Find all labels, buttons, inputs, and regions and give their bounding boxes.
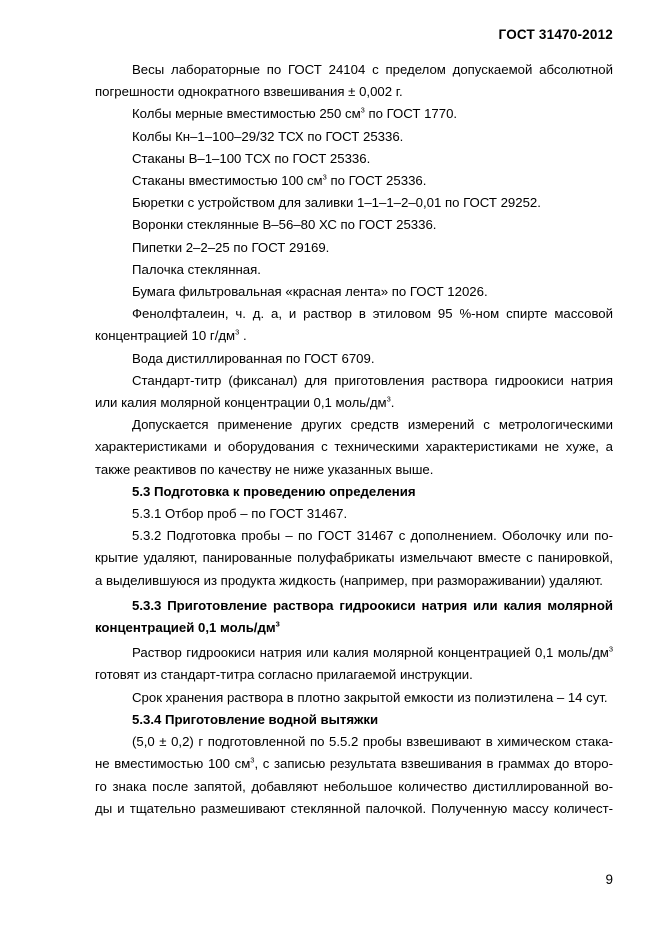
- section-5-3-2-line-3: а выделившуюся из продукта жидкость (например, при размораживании) удаляют.: [95, 572, 603, 588]
- filter-paper: Бумага фильтровальная «красная лента» по ГОСТ 12026.: [132, 284, 488, 300]
- page-number: 9: [605, 872, 613, 887]
- extraction-line-1: (5,0 ± 0,2) г подготовленной по 5.5.2 пробы взвешивают в химическом стака-: [132, 734, 613, 750]
- allowed-line-2: характеристиками и оборудования с техническими характеристиками не хуже, а: [95, 439, 613, 455]
- allowed-line-3: также реактивов по качеству не ниже указанных выше.: [95, 461, 434, 477]
- section-5-3-2-line-2: крытие удаляют, панированные полуфабрикаты измельчают вместе с панировкой,: [95, 550, 613, 566]
- solution-line-1: Раствор гидроокиси натрия или калия молярной концентрацией 0,1 моль/$дм^3$: [132, 644, 613, 661]
- funnels: Воронки стеклянные В–56–80 ХС по ГОСТ 25336.: [132, 217, 437, 233]
- section-5-3-title: 5.3 Подготовка к проведению определения: [132, 483, 416, 499]
- section-5-3-4-title: 5.3.4 Приготовление водной вытяжки: [132, 711, 379, 727]
- scales-line-1: Весы лабораторные по ГОСТ 24104 с пределом допускаемой абсолютной: [132, 62, 613, 77]
- document-header: ГОСТ 31470-2012: [498, 27, 613, 42]
- section-5-3-2-line-1: 5.3.2 Подготовка пробы – по ГОСТ 31467 с дополнением. Оболочку или по-: [132, 528, 613, 544]
- extraction-line-2: не вместимостью 100 $см^3$, с записью результата взвешивания в граммах до второ-: [95, 755, 613, 772]
- storage-term: Срок хранения раствора в плотно закрытой емкости из полиэтилена – 14 сут.: [132, 689, 608, 705]
- phenolphthalein-line-1: Фенолфталеин, ч. д. а, и раствор в этиловом 95 %-ном спирте массовой: [132, 306, 613, 322]
- allowed-line-1: Допускается применение других средств измерений с метрологическими: [132, 417, 613, 433]
- beakers-capacity: Стаканы вместимостью 100 $см^3$ по ГОСТ 25336.: [132, 172, 427, 189]
- standard-titr-line-1: Стандарт-титр (фиксанал) для приготовления раствора гидроокиси натрия: [132, 372, 613, 388]
- section-5-3-3-title-line-2: концентрацией 0,1 моль/$дм^3$: [95, 619, 280, 636]
- standard-titr-line-2: или калия молярной концентрации 0,1 моль/$дм^3$.: [95, 394, 395, 411]
- section-5-3-3-title-line-1: 5.3.3 Приготовление раствора гидроокиси натрия или калия молярной: [132, 597, 613, 613]
- extraction-line-3: го знака после запятой, добавляют небольшое количество дистиллированной во-: [95, 778, 613, 794]
- scales-line-2: погрешности однократного взвешивания ± 0,002 г.: [95, 84, 403, 100]
- section-5-3-1: 5.3.1 Отбор проб – по ГОСТ 31467.: [132, 506, 348, 522]
- beakers-b: Стаканы В–1–100 ТСХ по ГОСТ 25336.: [132, 150, 371, 166]
- pipettes: Пипетки 2–2–25 по ГОСТ 29169.: [132, 239, 330, 255]
- page-body: [95, 59, 613, 820]
- phenolphthalein-line-2: концентрацией 10 $г/дм^3$ .: [95, 328, 247, 344]
- flasks-volumetric: Колбы мерные вместимостью 250 $см^3$ по ГОСТ 1770.: [132, 106, 458, 122]
- glass-rod: Палочка стеклянная.: [132, 261, 261, 277]
- extraction-line-4: ды и тщательно размешивают стеклянной палочкой. Полученную массу количест-: [95, 800, 613, 816]
- solution-line-2: готовят из стандарт-титра согласно прилагаемой инструкции.: [95, 667, 473, 683]
- burettes: Бюретки с устройством для заливки 1–1–1–2–0,01 по ГОСТ 29252.: [132, 195, 541, 211]
- distilled-water: Вода дистиллированная по ГОСТ 6709.: [132, 350, 375, 366]
- flasks-kn: Колбы Кн–1–100–29/32 ТСХ по ГОСТ 25336.: [132, 128, 404, 144]
